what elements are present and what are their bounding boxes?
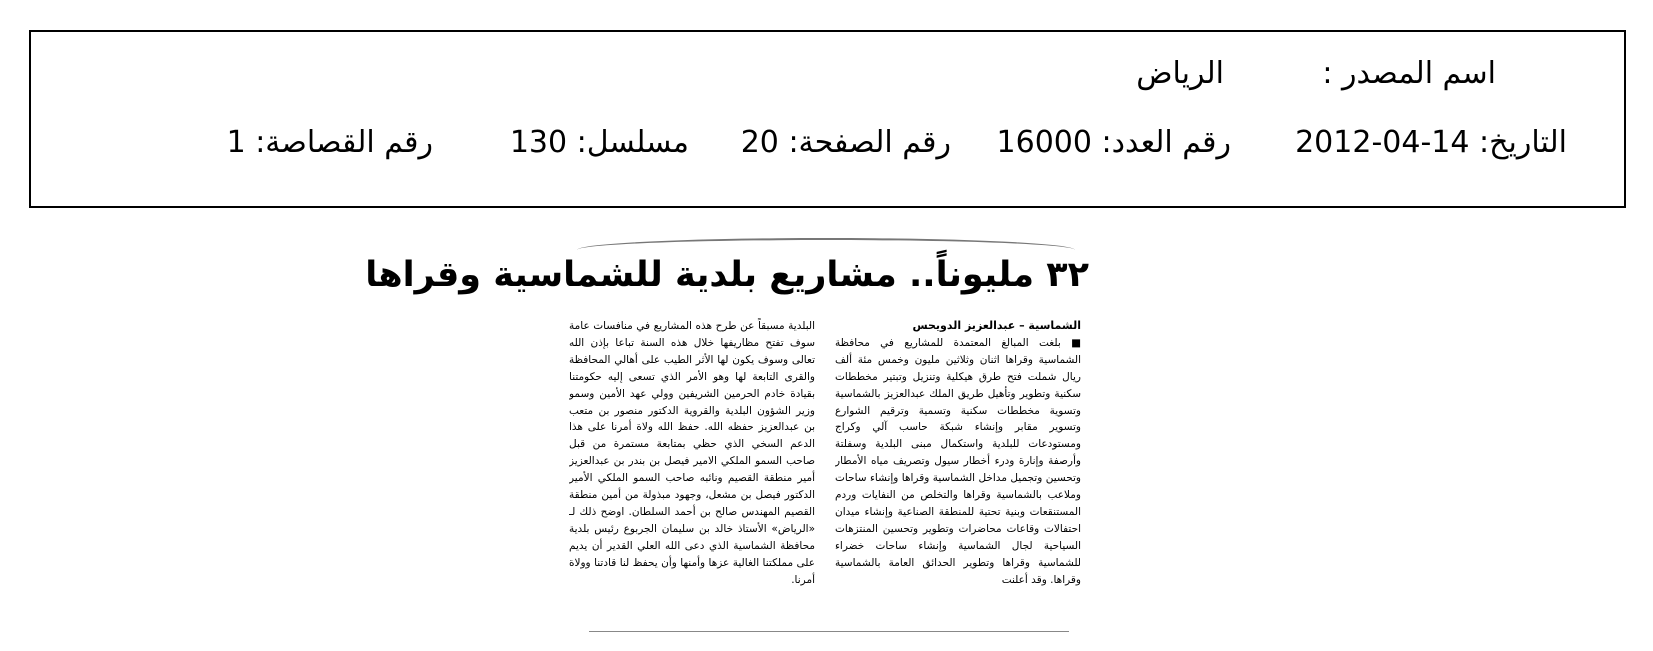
article-column-right: [835, 318, 1081, 618]
article-byline: الشماسية – عبدالعزيز الدويحس: [912, 319, 1081, 332]
document-metadata-box: [29, 30, 1626, 208]
article-column-left: [569, 318, 815, 618]
source-label: اسم المصدر :: [1322, 56, 1496, 91]
source-value: الرياض: [1136, 56, 1224, 91]
article-body-right: ■ بلغت المبالغ المعتمدة للمشاريع في محافظة الشماسية وقراها اثنان وثلاثين مليون وخمس مئة ألف ريال شملت فتح طرق هيكلية وتنزيل وتبتير مخططات سكنية وتطوير وتأهيل طريق الملك عبدالعزيز بالشماسية وتسوية مخططات سكنية وتسمية وترقيم الشوارع وتسوير مقابر وإنشاء شبكة حاسب آلي وكراج ومستودعات للبلدية واستكمال مبنى البلدية وسفلتة وأرصفة وإنارة ودرء أخطار سيول وتصريف مياه الأمطار وتحسين وتجميل مداخل الشماسية وقراها وإنشاء ساحات وملاعب بالشماسية وقراها والتخلص من النفايات وردم المستنقعات وبنية تحتية للمنطقة الصناعية وإنشاء ميدان احتفالات وقاعات محاضرات وتطوير وتحسين المنتزهات السياحية لجال الشماسية وإنشاء ساحات خضراء للشماسية وقراها وتطوير الحدائق العامة بالشماسية وقراها. وقد أعلنت: [835, 336, 1081, 586]
serial-field: مسلسل: 130: [509, 125, 689, 160]
date-field: التاريخ: 14-04-2012: [1295, 125, 1567, 160]
clipping-bottom-rule: [589, 631, 1069, 632]
clip-number-field: رقم القصاصة: 1: [226, 125, 433, 160]
issue-number-field: رقم العدد: 16000: [996, 125, 1231, 160]
newspaper-clipping: [365, 238, 1089, 638]
article-headline: ٣٢ مليوناً.. مشاريع بلدية للشماسية وقراها: [365, 255, 1089, 295]
article-body-left: البلدية مسبقاً عن طرح هذه المشاريع في منافسات عامة سوف تفتح مظاريفها خلال هذه السنة تباعا بإذن الله تعالى وسوف يكون لها الأثر الطيب على أهالي المحافظة والقرى التابعة لها وهو الأمر الذي تسعى إليه حكومتنا بقيادة خادم الحرمين الشريفين وولي عهد الأمين وسمو وزير الشؤون البلدية والقروية الدكتور منصور بن متعب بن عبدالعزيز حفظه الله. حفظ الله ولاة أمرنا على هذا الدعم السخي الذي حظي بمتابعة مستمرة من قبل صاحب السمو الملكي الامير فيصل بن بندر بن عبدالعزيز أمير منطقة القصيم ونائبه صاحب السمو الملكي الأمير الدكتور فيصل بن مشعل، وجهود مبذولة من أمين منطقة القصيم المهندس صالح بن أحمد السلطان. اوضح ذلك لـ «الرياض» الأستاذ خالد بن سليمان الجربوع رئيس بلدية محافظة الشماسية الذي دعى الله العلي القدير أن يديم على مملكتنا الغالية عزها وأمنها وأن يحفظ لنا قادتنا وولاة أمرنا.: [569, 320, 815, 586]
clipping-top-rule: [577, 238, 1075, 250]
page-number-field: رقم الصفحة: 20: [740, 125, 951, 160]
